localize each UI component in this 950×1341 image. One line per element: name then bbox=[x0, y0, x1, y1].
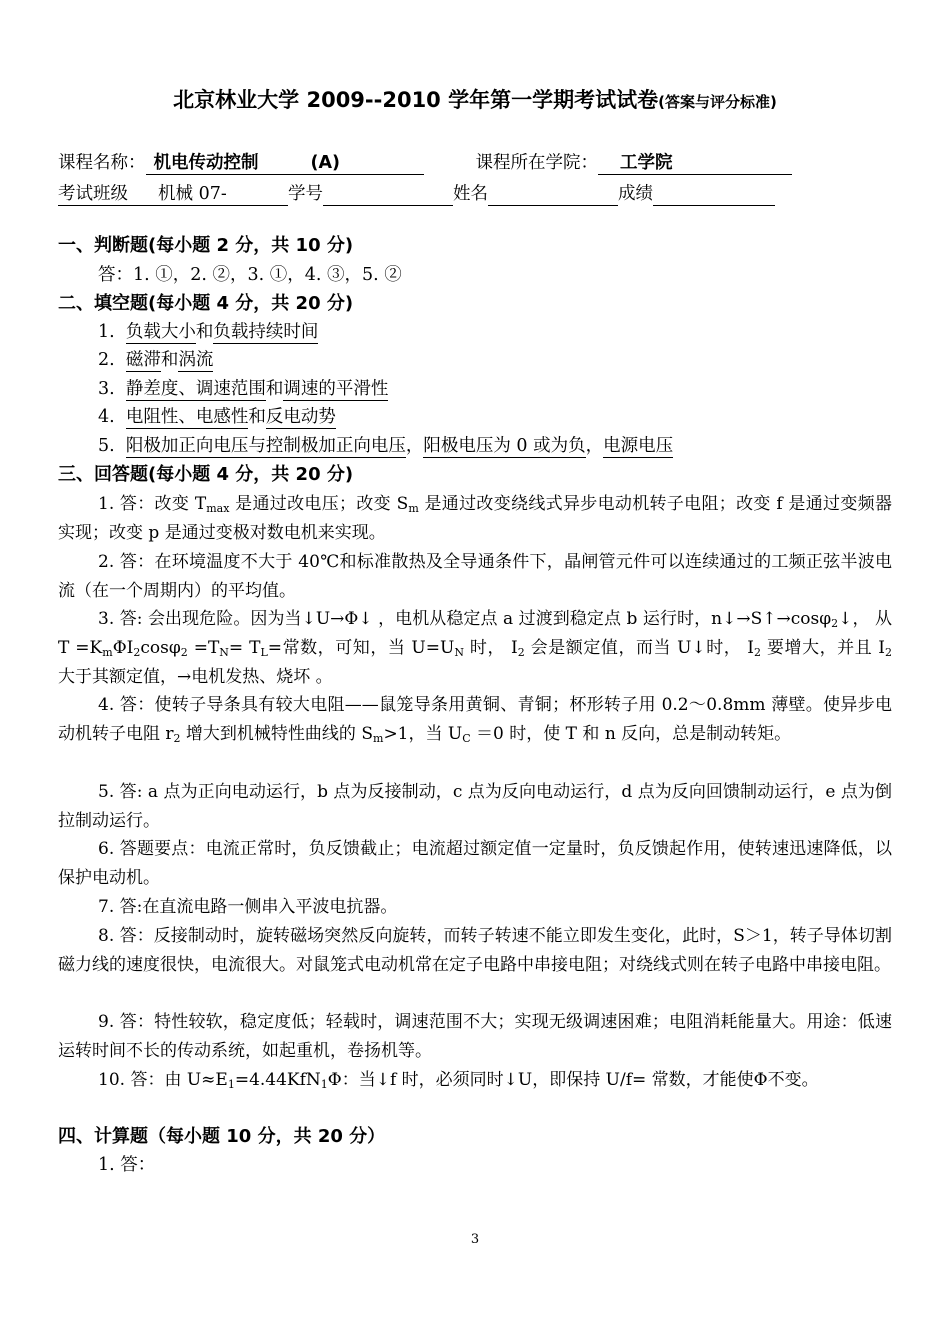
course-field bbox=[146, 153, 424, 175]
text: =T bbox=[187, 638, 220, 658]
text: 会是额定值，而当 U↓时， I bbox=[524, 638, 754, 658]
answer-3-9 bbox=[58, 1008, 892, 1066]
connector: 和 bbox=[160, 350, 179, 370]
subscript: L bbox=[260, 646, 268, 659]
score-label: 成绩 bbox=[618, 184, 653, 204]
answer-underlined: 负载持续时间 bbox=[213, 322, 319, 342]
answer-3-10 bbox=[58, 1066, 892, 1095]
answer-underlined: 电阻性、电感性 bbox=[125, 407, 249, 427]
fill-item-5 bbox=[98, 436, 673, 458]
class-field bbox=[128, 184, 288, 206]
text: 4. 答：使转子导条具有较大电阻——鼠笼导条用黄铜、青铜；杯形转子用 0.2～0.8mm 薄壁。使异步电动机转子电阻 r bbox=[58, 695, 892, 744]
text: 3. 答: 会出现危险。因为当↓U→Φ↓ ，电机从稳定点 a 过渡到稳定点 b 运行时，n↓→S↑→cosφ bbox=[98, 609, 832, 629]
id-label: 学号 bbox=[288, 184, 323, 204]
text: 1. 答：改变 T bbox=[98, 494, 207, 514]
title-suffix: (答案与评分标准) bbox=[658, 93, 777, 111]
page-number: 3 bbox=[470, 1232, 480, 1247]
item-number: 4. bbox=[98, 407, 115, 427]
course-value: 机电传动控制 bbox=[153, 153, 259, 173]
text: 5. 答: a 点为正向电动运行，b 点为反接制动，c 点为反向电动运行，d 点为反向回馈制动运行，e 点为倒拉制动运行。 bbox=[58, 782, 892, 831]
answer-3-2 bbox=[58, 548, 892, 606]
fill-item-4 bbox=[98, 407, 336, 429]
text: 6. 答题要点：电流正常时，负反馈截止；电流超过额定值一定量时，负反馈起作用，使转速迅速降低，以保护电动机。 bbox=[58, 839, 892, 888]
subscript: 2 bbox=[831, 617, 839, 630]
text: 时， I bbox=[463, 638, 518, 658]
text: 2. 答：在环境温度不大于 40℃和标准散热及全导通条件下，晶闸管元件可以连续通过的工频正弦半波电流（在一个周期内）的平均值。 bbox=[58, 552, 892, 601]
subscript: C bbox=[462, 732, 471, 745]
answer-underlined: 静差度、调速范围 bbox=[125, 379, 266, 399]
fill-item-3 bbox=[98, 379, 388, 401]
answer-underlined: 反电动势 bbox=[265, 407, 336, 427]
text: ↓， 从 T =K bbox=[58, 609, 892, 658]
subscript: 2 bbox=[884, 646, 892, 659]
connector: ， bbox=[405, 436, 424, 456]
subscript: 1 bbox=[320, 1078, 328, 1091]
item-number: 1. bbox=[98, 322, 115, 342]
fill-item-1 bbox=[98, 322, 318, 344]
item-number: 5. bbox=[98, 436, 115, 456]
class-label: 考试班级 bbox=[58, 184, 128, 204]
item-number: 3. bbox=[98, 379, 115, 399]
text: 8. 答：反接制动时，旋转磁场突然反向旋转，而转子转速不能立即发生变化，此时，S＞1，转子导体切割磁力线的速度很快，电流很大。对鼠笼式电动机常在定子电路中串接电阻；对绕线式则在转子电路中串接电阻。 bbox=[58, 926, 892, 975]
section3-heading: 三、回答题(每小题 4 分，共 20 分) bbox=[58, 464, 354, 485]
subscript: N bbox=[219, 646, 229, 659]
subscript: m bbox=[408, 502, 419, 515]
title-main: 北京林业大学 2009--2010 学年第一学期考试试卷 bbox=[173, 88, 659, 112]
text: Φ：当↓f 时，必须同时↓U，即保持 U/f= 常数，才能使Φ不变。 bbox=[327, 1070, 819, 1090]
text: 7. 答:在直流电路一侧串入平波电抗器。 bbox=[98, 897, 398, 917]
answer-underlined: 磁滞 bbox=[125, 350, 161, 370]
answer-underlined: 阳极加正向电压与控制极加正向电压 bbox=[125, 436, 406, 456]
fill-item-2 bbox=[98, 350, 213, 372]
answer-underlined: 涡流 bbox=[178, 350, 214, 370]
section4-heading: 四、计算题（每小题 10 分，共 20 分） bbox=[58, 1126, 386, 1147]
subscript: 2 bbox=[517, 646, 525, 659]
page-title bbox=[0, 84, 950, 114]
section4-answer: 1. 答： bbox=[98, 1155, 156, 1175]
answer-underlined: 负载大小 bbox=[125, 322, 196, 342]
item-number: 2. bbox=[98, 350, 115, 370]
text: =常数，可知，当 U=U bbox=[267, 638, 455, 658]
course-label: 课程名称： bbox=[58, 153, 146, 173]
subscript: 2 bbox=[173, 732, 181, 745]
answer-3-8 bbox=[58, 922, 892, 980]
section1-heading: 一、判断题(每小题 2 分，共 10 分) bbox=[58, 235, 354, 256]
text: 是通过改电压；改变 S bbox=[229, 494, 409, 514]
section2-heading: 二、填空题(每小题 4 分，共 20 分) bbox=[58, 293, 354, 314]
college-value: 工学院 bbox=[620, 153, 673, 173]
text: ＝0 时，使 T 和 n 反向，总是制动转矩。 bbox=[470, 724, 792, 744]
course-variant: (A) bbox=[310, 153, 341, 173]
subscript: 2 bbox=[754, 646, 761, 659]
name-label: 姓名 bbox=[453, 184, 488, 204]
connector: ， bbox=[585, 436, 604, 456]
answer-3-4 bbox=[58, 691, 892, 749]
answer-3-7 bbox=[58, 893, 892, 922]
text: = T bbox=[228, 638, 261, 658]
college-field bbox=[598, 153, 792, 175]
section1-answer: 答：1. ①，2. ②，3. ①，4. ③，5. ② bbox=[98, 265, 402, 285]
subscript: max bbox=[206, 502, 230, 515]
answer-3-1 bbox=[58, 490, 892, 548]
subscript: 2 bbox=[180, 646, 188, 659]
answer-underlined: 调速的平滑性 bbox=[283, 379, 389, 399]
text: cosφ bbox=[140, 638, 181, 658]
text: 10. 答：由 U≈E bbox=[98, 1070, 228, 1090]
connector: 和 bbox=[265, 379, 284, 399]
answer-3-3 bbox=[58, 605, 892, 692]
student-info-row bbox=[58, 184, 775, 206]
connector: 和 bbox=[248, 407, 266, 427]
text: 要增大，并且 I bbox=[761, 638, 885, 658]
score-field bbox=[653, 184, 775, 206]
subscript: 2 bbox=[133, 646, 141, 659]
answer-3-6 bbox=[58, 835, 892, 893]
subscript: m bbox=[102, 646, 113, 659]
college-label: 课程所在学院： bbox=[475, 153, 598, 173]
subscript: m bbox=[373, 732, 384, 745]
answer-3-5 bbox=[58, 778, 892, 836]
id-field bbox=[323, 184, 453, 206]
answer-underlined: 电源电压 bbox=[603, 436, 674, 456]
connector: 和 bbox=[195, 322, 214, 342]
answer-underlined: 阳极电压为 0 或为负 bbox=[423, 436, 586, 456]
text: 增大到机械特性曲线的 S bbox=[180, 724, 373, 744]
text: 9. 答：特性较软，稳定度低；轻载时，调速范围不大；实现无级调速困难；电阻消耗能量大。用途：低速运转时间不长的传动系统，如起重机，卷扬机等。 bbox=[58, 1012, 892, 1061]
text: 是通过改变绕线式异步电动机转子电阻；改变 f 是通过变频器实现；改变 p 是通过变极对数电机来实现。 bbox=[58, 494, 892, 543]
text: ΦI bbox=[112, 638, 134, 658]
subscript: 1 bbox=[227, 1078, 235, 1091]
class-value: 机械 07- bbox=[158, 184, 227, 204]
text: =4.44KfN bbox=[234, 1070, 321, 1090]
course-info-row bbox=[58, 153, 792, 175]
subscript: N bbox=[454, 646, 464, 659]
text: 大于其额定值，→电机发热、烧坏 。 bbox=[58, 667, 333, 687]
name-field bbox=[488, 184, 618, 206]
text: >1，当 U bbox=[383, 724, 463, 744]
